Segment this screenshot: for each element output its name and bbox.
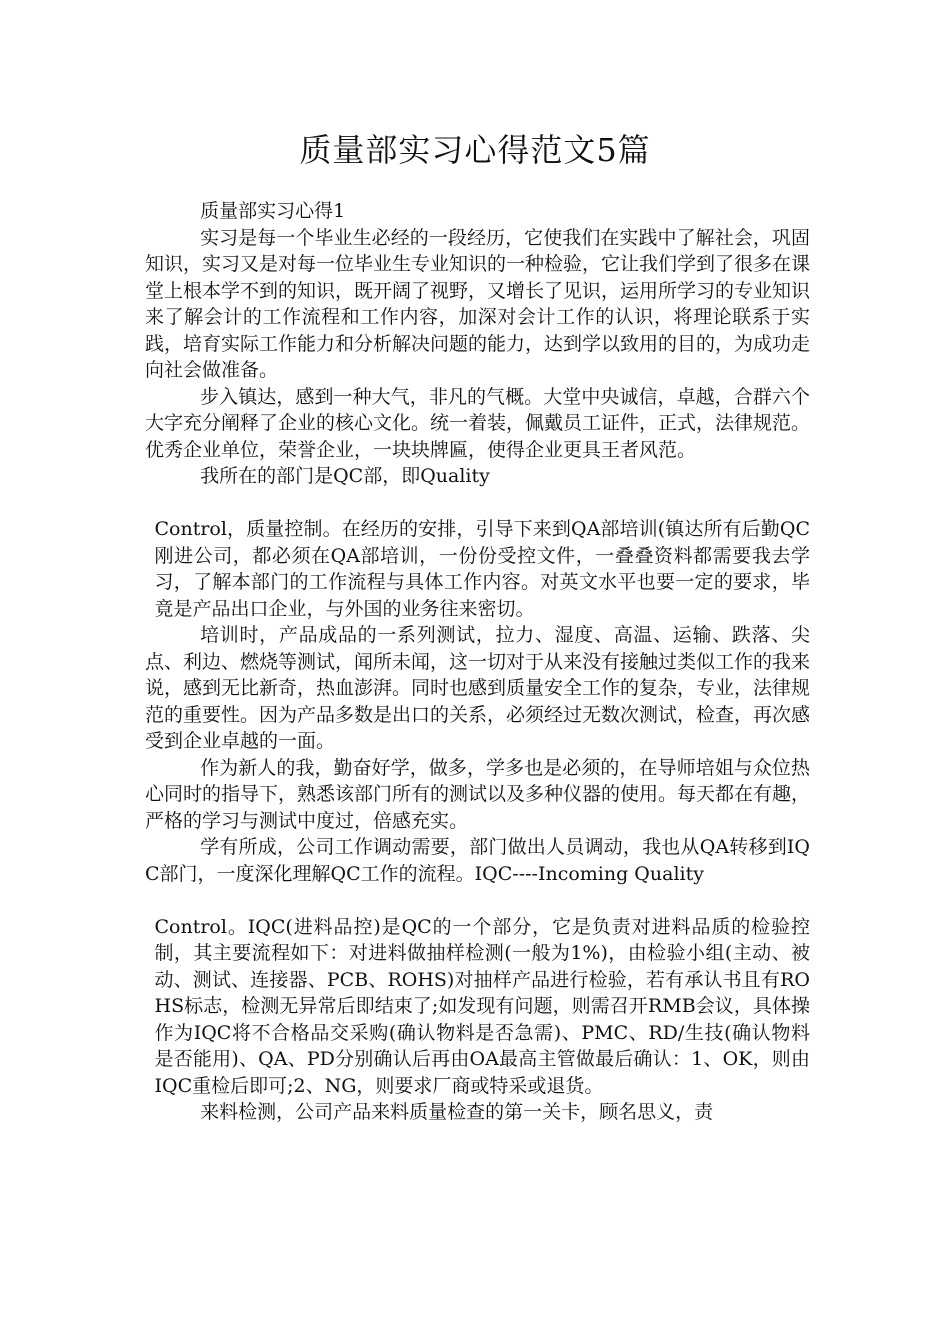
paragraph-5: 培训时，产品成品的一系列测试，拉力、湿度、高温、运输、跌落、尖点、利边、燃烧等测试，闻所未闻，这一切对于从来没有接触过类似工作的我来说，感到无比新奇，热血澎湃。同时也感到质量安全工作的复杂，专业，法律规范的重要性。因为产品多数是出口的关系，必须经过无数次测试，检查，再次感受到企业卓越的一面。 (145, 624, 811, 752)
blank-line (145, 490, 810, 517)
document-body (145, 198, 810, 1126)
paragraph-9: 来料检测，公司产品来料质量检查的第一关卡，顾名思义，责 (200, 1101, 714, 1123)
blank-line (145, 887, 810, 914)
paragraph-3: 我所在的部门是QC部，即Quality (200, 465, 490, 487)
paragraph-4: Control，质量控制。在经历的安排，引导下来到QA部培训(镇达所有后勤QC刚进公司，都必须在QA部培训，一份份受控文件，一叠叠资料都需要我去学习，了解本部门的工作流程与具体工作内容。对英文水平也要一定的要求，毕竟是产品出口企业，与外国的业务往来密切。 (154, 518, 810, 620)
paragraph-1: 实习是每一个毕业生必经的一段经历，它使我们在实践中了解社会，巩固知识，实习又是对每一位毕业生专业知识的一种检验，它让我们学到了很多在课堂上根本学不到的知识，既开阔了视野，又增长了见识，运用所学习的专业知识来了解会计的工作流程和工作内容，加深对会计工作的认识，将理论联系于实践，培育实际工作能力和分析解决问题的能力，达到学以致用的目的，为成功走向社会做准备。 (145, 226, 811, 381)
paragraph-7: 学有所成，公司工作调动需要，部门做出人员调动，我也从QA转移到IQC部门，一度深化理解QC工作的流程。IQC----Incoming Quality (145, 836, 810, 885)
paragraph-6: 作为新人的我，勤奋好学，做多，学多也是必须的，在导师培姐与众位热心同时的指导下，熟悉该部门所有的测试以及多种仪器的使用。每天都在有趣，严格的学习与测试中度过，倍感充实。 (145, 756, 811, 832)
section-heading: 质量部实习心得1 (200, 200, 346, 222)
paragraph-2: 步入镇达，感到一种大气，非凡的气概。大堂中央诚信，卓越，合群六个大字充分阐释了企业的核心文化。统一着装，佩戴员工证件，正式，法律规范。优秀企业单位，荣誉企业，一块块牌匾，使得企业更具王者风范。 (145, 385, 811, 461)
paragraph-8: Control。IQC(进料品控)是QC的一个部分，它是负责对进料品质的检验控制，其主要流程如下：对进料做抽样检测(一般为1%)，由检验小组(主动、被动、测试、连接器、PCB、ROHS)对抽样产品进行检验，若有承认书且有ROHS标志，检测无异常后即结束了;如发现有问题，则需召开RMB会议，具体操作为IQC将不合格品交采购(确认物料是否急需)、PMC、RD/生技(确认物料是否能用)、QA、PD分别确认后再由OA最高主管做最后确认：1、OK，则由IQC重检后即可;2、NG，则要求厂商或特采或退货。 (154, 915, 810, 1097)
document-title: 质量部实习心得范文5篇 (299, 131, 651, 169)
